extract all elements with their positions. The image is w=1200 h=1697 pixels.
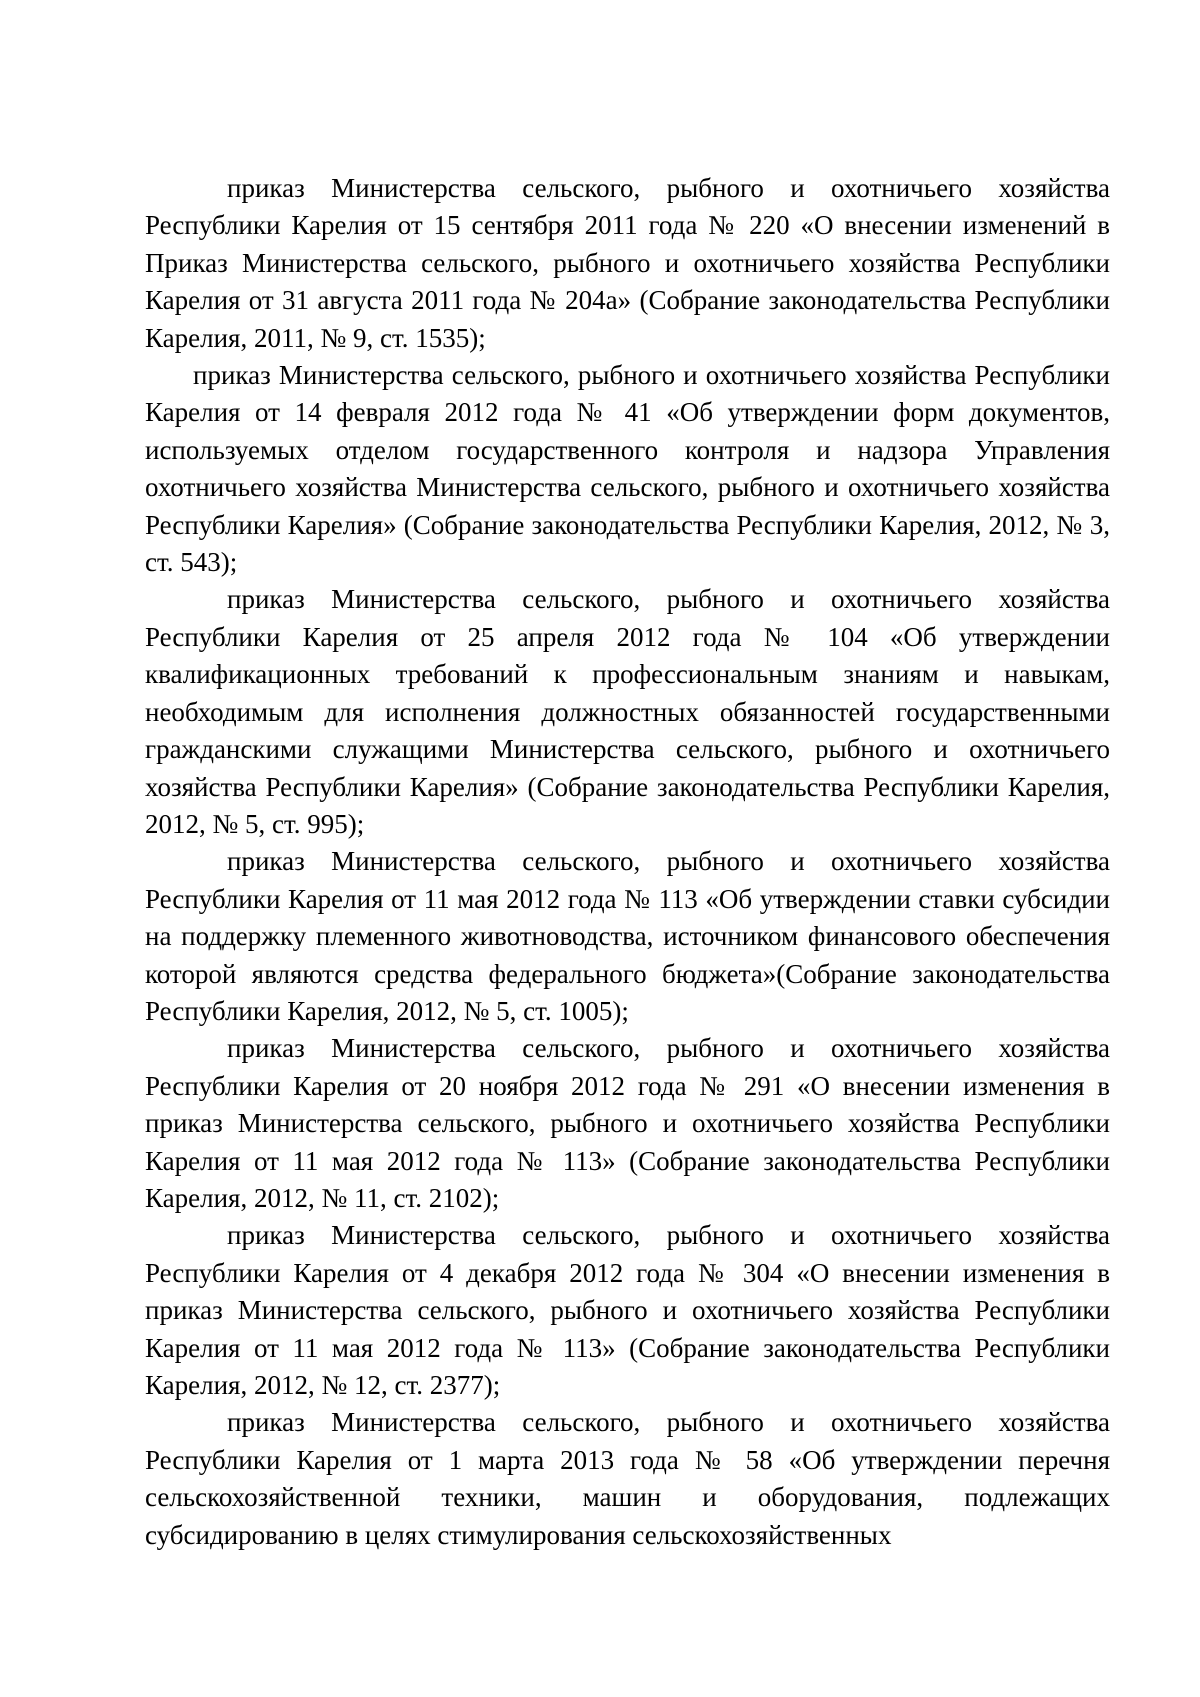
paragraph-order-220: приказ Министерства сельского, рыбного и охотничьего хозяйства Республики Карелия от 15 сентября 2011 года № 220 «О внесении изменений в Приказ Министерства сельского, рыбного и охотничьего хозяйства Республики Карелия от 31 августа 2011 года № 204а» (Собрание законодательства Республики Карелия, 2011, № 9, ст. 1535);: [145, 173, 1110, 353]
paragraph-order-104: приказ Министерства сельского, рыбного и охотничьего хозяйства Республики Карелия от 25 апреля 2012 года № 104 «Об утверждении квалификационных требований к профессиональным знаниям и навыкам, необходимым для исполнения должностных обязанностей государственными гражданскими служащими Министерства сельского, рыбного и охотничьего хозяйства Республики Карелия» (Собрание законодательства Республики Карелия, 2012, № 5, ст. 995);: [145, 584, 1110, 839]
paragraph-order-291: приказ Министерства сельского, рыбного и охотничьего хозяйства Республики Карелия от 20 ноября 2012 года № 291 «О внесении изменения в приказ Министерства сельского, рыбного и охотничьего хозяйства Республики Карелия от 11 мая 2012 года № 113» (Собрание законодательства Республики Карелия, 2012, № 11, ст. 2102);: [145, 1033, 1110, 1213]
document-page: [145, 170, 1110, 1554]
paragraph-order-58: приказ Министерства сельского, рыбного и охотничьего хозяйства Республики Карелия от 1 марта 2013 года № 58 «Об утверждении перечня сельскохозяйственной техники, машин и оборудования, подлежащих субсидированию в целях стимулирования сельскохозяйственных: [145, 1407, 1110, 1550]
paragraph-order-41: приказ Министерства сельского, рыбного и охотничьего хозяйства Республики Карелия от 14 февраля 2012 года № 41 «Об утверждении форм документов, используемых отделом государственного контроля и надзора Управления охотничьего хозяйства Министерства сельского, рыбного и охотничьего хозяйства Республики Карелия» (Собрание законодательства Республики Карелия, 2012, № 3, ст. 543);: [145, 360, 1110, 578]
paragraph-order-304: приказ Министерства сельского, рыбного и охотничьего хозяйства Республики Карелия от 4 декабря 2012 года № 304 «О внесении изменения в приказ Министерства сельского, рыбного и охотничьего хозяйства Республики Карелия от 11 мая 2012 года № 113» (Собрание законодательства Республики Карелия, 2012, № 12, ст. 2377);: [145, 1220, 1110, 1400]
paragraph-order-113: приказ Министерства сельского, рыбного и охотничьего хозяйства Республики Карелия от 11 мая 2012 года № 113 «Об утверждении ставки субсидии на поддержку племенного животноводства, источником финансового обеспечения которой являются средства федерального бюджета»(Собрание законодательства Республики Карелия, 2012, № 5, ст. 1005);: [145, 846, 1110, 1026]
